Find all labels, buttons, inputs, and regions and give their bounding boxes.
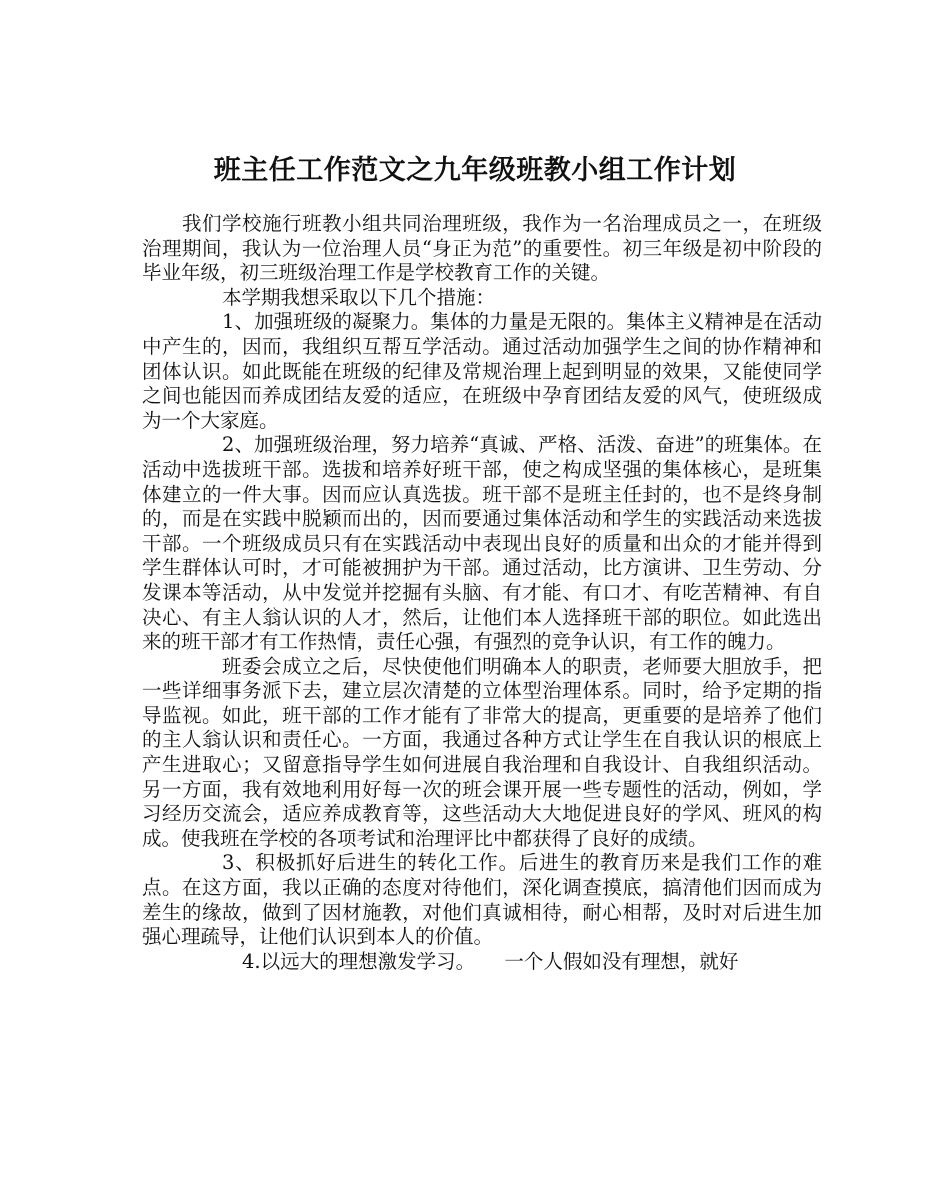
paragraph-measure-2: 2、加强班级治理，努力培养“真诚、严格、活泼、奋进”的班集体。在活动中选拔班干部。选拔和培养好班干部，使之构成坚强的集体核心，是班集体建立的一件大事。因而应认真选拔。班干部不是班主任封的，也不是终身制的，而是在实践中脱颖而出的，因而要通过集体活动和学生的实践活动来选拔干部。一个班级成员只有在实践活动中表现出良好的质量和出众的才能并得到学生群体认可时，才可能被拥护为干部。通过活动，比方演讲、卫生劳动、分发课本等活动，从中发觉并挖掘有头脑、有才能、有口才、有吃苦精神、有自决心、有主人翁认识的人才，然后，让他们本人选择班干部的职位。如此选出来的班干部才有工作热情，责任心强，有强烈的竞争认识，有工作的魄力。: [142, 433, 822, 654]
paragraph-measure-4: 4.以远大的理想激发学习。 一个人假如没有理想，就好: [242, 949, 739, 973]
paragraph-intro: 我们学校施行班教小组共同治理班级，我作为一名治理成员之一，在班级治理期间，我认为一位治理人员“身正为范”的重要性。初三年级是初中阶段的毕业年级，初三班级治理工作是学校教育工作的关键。: [142, 212, 822, 285]
paragraph-measure-1: 1、加强班级的凝聚力。集体的力量是无限的。集体主义精神是在活动中产生的，因而，我组织互帮互学活动。通过活动加强学生之间的协作精神和团体认识。如此既能在班级的纪律及常规治理上起到明显的效果，又能使同学之间也能因而养成团结友爱的适应，在班级中孕育团结友爱的风气，使班级成为一个大家庭。: [142, 310, 822, 432]
document-body: [142, 212, 822, 974]
paragraph-class-committee: 班委会成立之后，尽快使他们明确本人的职责，老师要大胆放手，把一些详细事务派下去，建立层次清楚的立体型治理体系。同时，给予定期的指导监视。如此，班干部的工作才能有了非常大的提高，更重要的是培养了他们的主人翁认识和责任心。一方面，我通过各种方式让学生在自我认识的根底上产生进取心；又留意指导学生如何进展自我治理和自我设计、自我组织活动。另一方面，我有效地利用好每一次的班会课开展一些专题性的活动，例如，学习经历交流会，适应养成教育等，这些活动大大地促进良好的学风、班风的构成。使我班在学校的各项考试和治理评比中都获得了良好的成绩。: [142, 654, 822, 850]
document-title: 班主任工作范文之九年级班教小组工作计划: [213, 155, 737, 187]
paragraph-measure-3: 3、积极抓好后进生的转化工作。后进生的教育历来是我们工作的难点。在这方面，我以正确的态度对待他们，深化调查摸底，搞清他们因而成为差生的缘故，做到了因材施教，对他们真诚相待，耐心相帮，及时对后进生加强心理疏导，让他们认识到本人的价值。: [142, 851, 822, 949]
paragraph-measures-heading: 本学期我想采取以下几个措施：: [222, 285, 496, 309]
